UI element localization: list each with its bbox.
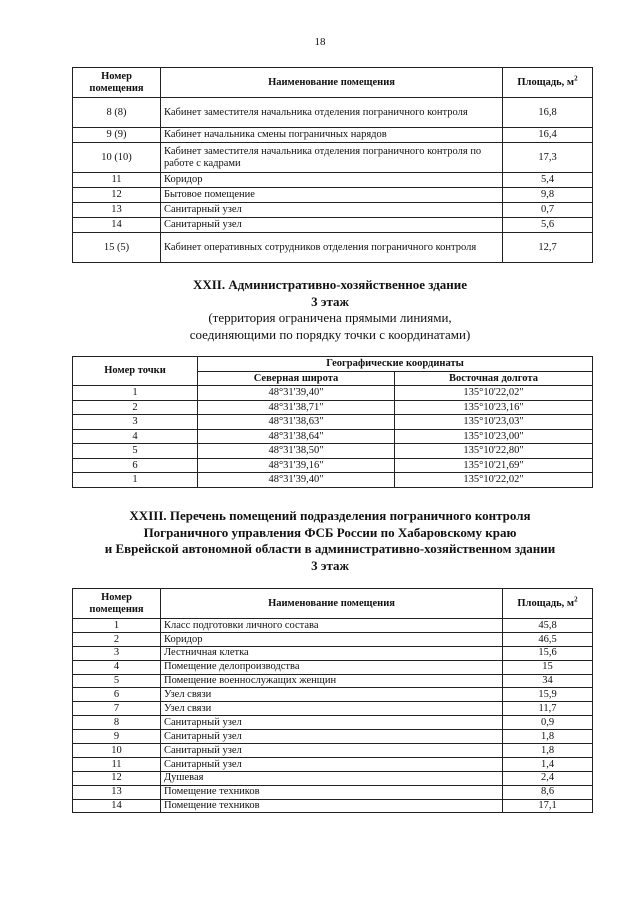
- point-number: 2: [73, 400, 198, 415]
- point-latitude: 48°31'39,16": [198, 458, 395, 473]
- point-longitude: 135°10'23,03": [395, 415, 593, 430]
- page-number: 18: [314, 36, 326, 48]
- table-row: [73, 415, 593, 430]
- table-row: [73, 702, 593, 716]
- table-row: [73, 400, 593, 415]
- rooms-table-continued: [72, 67, 593, 263]
- point-latitude: 48°31'39,40": [198, 473, 395, 488]
- room-name: Помещение делопроизводства: [161, 660, 503, 674]
- section-23-floor: 3 этаж: [311, 557, 349, 573]
- room-number: 10: [73, 744, 161, 758]
- table-row: [73, 646, 593, 660]
- room-number: 1: [73, 619, 161, 633]
- table-row: [73, 674, 593, 688]
- room-name: Кабинет заместителя начальника отделения пограничного контроля: [161, 98, 503, 128]
- room-number: 8: [73, 716, 161, 730]
- rooms-table-floor3: [72, 588, 593, 813]
- room-area: 16,8: [503, 98, 593, 128]
- room-number: 8 (8): [73, 98, 161, 128]
- header-room-number: Номер помещения: [73, 68, 161, 98]
- room-name: Помещение военнослужащих женщин: [161, 674, 503, 688]
- room-name: Санитарный узел: [161, 218, 503, 233]
- header-area: Площадь, $м^2$: [503, 589, 593, 619]
- header-area: Площадь, $м^2$: [503, 68, 593, 98]
- point-number: 3: [73, 415, 198, 430]
- table-row: [73, 458, 593, 473]
- table-row: [73, 716, 593, 730]
- table-row: [73, 688, 593, 702]
- section-22-note-line1: (территория ограничена прямыми линиями,: [208, 310, 452, 325]
- section-23-line2: Пограничного управления ФСБ России по Хабаровскому краю: [143, 524, 517, 540]
- room-number: 7: [73, 702, 161, 716]
- header-room-number: Номер помещения: [73, 589, 161, 619]
- room-area: 1,4: [503, 757, 593, 771]
- room-number: 12: [73, 771, 161, 785]
- room-name: Санитарный узел: [161, 744, 503, 758]
- table-row: [73, 444, 593, 459]
- point-longitude: 135°10'22,02": [395, 473, 593, 488]
- point-longitude: 135°10'21,69": [395, 458, 593, 473]
- room-area: 0,7: [503, 203, 593, 218]
- table-row: [73, 757, 593, 771]
- point-latitude: 48°31'39,40": [198, 386, 395, 401]
- room-area: 0,9: [503, 716, 593, 730]
- section-23-line3: и Еврейской автономной области в административно-хозяйственном здании: [104, 541, 556, 556]
- table-row: [73, 233, 593, 263]
- point-longitude: 135°10'22,80": [395, 444, 593, 459]
- table-row: [73, 98, 593, 128]
- room-name: Санитарный узел: [161, 716, 503, 730]
- section-22-heading: [60, 277, 600, 343]
- header-latitude: Северная широта: [198, 371, 395, 386]
- point-latitude: 48°31'38,63": [198, 415, 395, 430]
- table-row: [73, 218, 593, 233]
- room-name: Бытовое помещение: [161, 188, 503, 203]
- point-latitude: 48°31'38,71": [198, 400, 395, 415]
- header-room-name: Наименование помещения: [161, 589, 503, 619]
- table-row: [73, 799, 593, 813]
- room-number: 4: [73, 660, 161, 674]
- table-row: [73, 785, 593, 799]
- room-name: Класс подготовки личного состава: [161, 619, 503, 633]
- room-name: Помещение техников: [161, 785, 503, 799]
- table-row: [73, 660, 593, 674]
- room-number: 9 (9): [73, 128, 161, 143]
- room-name: Кабинет оперативных сотрудников отделения пограничного контроля: [161, 233, 503, 263]
- room-area: 45,8: [503, 619, 593, 633]
- room-area: 9,8: [503, 188, 593, 203]
- point-latitude: 48°31'38,64": [198, 429, 395, 444]
- header-geo-coordinates: Географические координаты: [198, 357, 593, 372]
- room-number: 14: [73, 218, 161, 233]
- room-number: 12: [73, 188, 161, 203]
- room-name: Лестничная клетка: [161, 646, 503, 660]
- room-number: 3: [73, 646, 161, 660]
- room-area: 5,4: [503, 173, 593, 188]
- point-number: 1: [73, 386, 198, 401]
- room-name: Коридор: [161, 173, 503, 188]
- point-number: 5: [73, 444, 198, 459]
- room-number: 11: [73, 173, 161, 188]
- room-area: 17,3: [503, 143, 593, 173]
- room-number: 10 (10): [73, 143, 161, 173]
- table-row: [73, 386, 593, 401]
- point-latitude: 48°31'38,50": [198, 444, 395, 459]
- point-longitude: 135°10'22,02": [395, 386, 593, 401]
- table-row: [73, 473, 593, 488]
- section-22-title: XXII. Административно-хозяйственное здание: [192, 277, 468, 292]
- room-area: 17,1: [503, 799, 593, 813]
- section-23-heading: [60, 508, 600, 574]
- room-area: 5,6: [503, 218, 593, 233]
- room-area: 34: [503, 674, 593, 688]
- room-name: Узел связи: [161, 702, 503, 716]
- room-name: Узел связи: [161, 688, 503, 702]
- table-row: [73, 619, 593, 633]
- room-name: Кабинет заместителя начальника отделения пограничного контроля по работе с кадрами: [161, 143, 503, 173]
- table-row: [73, 143, 593, 173]
- header-room-name: Наименование помещения: [161, 68, 503, 98]
- table-header-row: [73, 589, 593, 619]
- room-number: 2: [73, 632, 161, 646]
- room-number: 11: [73, 757, 161, 771]
- table-row: [73, 203, 593, 218]
- point-longitude: 135°10'23,16": [395, 400, 593, 415]
- point-number: 1: [73, 473, 198, 488]
- room-number: 15 (5): [73, 233, 161, 263]
- section-23-line1: XXIII. Перечень помещений подразделения пограничного контроля: [129, 508, 531, 523]
- room-area: 15,6: [503, 646, 593, 660]
- table-row: [73, 188, 593, 203]
- room-name: Коридор: [161, 632, 503, 646]
- room-area: 15,9: [503, 688, 593, 702]
- room-name: Душевая: [161, 771, 503, 785]
- room-number: 13: [73, 203, 161, 218]
- header-longitude: Восточная долгота: [395, 371, 593, 386]
- point-longitude: 135°10'23,00": [395, 429, 593, 444]
- table-row: [73, 429, 593, 444]
- room-area: 12,7: [503, 233, 593, 263]
- room-area: 15: [503, 660, 593, 674]
- room-area: 1,8: [503, 730, 593, 744]
- room-area: 2,4: [503, 771, 593, 785]
- table-row: [73, 173, 593, 188]
- point-number: 6: [73, 458, 198, 473]
- room-number: 13: [73, 785, 161, 799]
- table-row: [73, 744, 593, 758]
- room-area: 16,4: [503, 128, 593, 143]
- room-name: Помещение техников: [161, 799, 503, 813]
- section-22-floor: 3 этаж: [311, 293, 349, 309]
- table-row: [73, 730, 593, 744]
- room-number: 14: [73, 799, 161, 813]
- room-name: Санитарный узел: [161, 203, 503, 218]
- section-22-note-line2: соединяющими по порядку точки с координатами): [189, 326, 471, 342]
- table-row: [73, 128, 593, 143]
- room-area: 46,5: [503, 632, 593, 646]
- table-row: [73, 632, 593, 646]
- table-header-row: [73, 357, 593, 372]
- room-area: 1,8: [503, 744, 593, 758]
- coordinates-table: [72, 356, 593, 488]
- room-area: 11,7: [503, 702, 593, 716]
- room-number: 9: [73, 730, 161, 744]
- room-number: 6: [73, 688, 161, 702]
- room-number: 5: [73, 674, 161, 688]
- point-number: 4: [73, 429, 198, 444]
- header-point-number: Номер точки: [73, 357, 198, 386]
- table-header-row: [73, 68, 593, 98]
- room-name: Санитарный узел: [161, 757, 503, 771]
- room-name: Кабинет начальника смены пограничных нарядов: [161, 128, 503, 143]
- room-name: Санитарный узел: [161, 730, 503, 744]
- table-row: [73, 771, 593, 785]
- room-area: 8,6: [503, 785, 593, 799]
